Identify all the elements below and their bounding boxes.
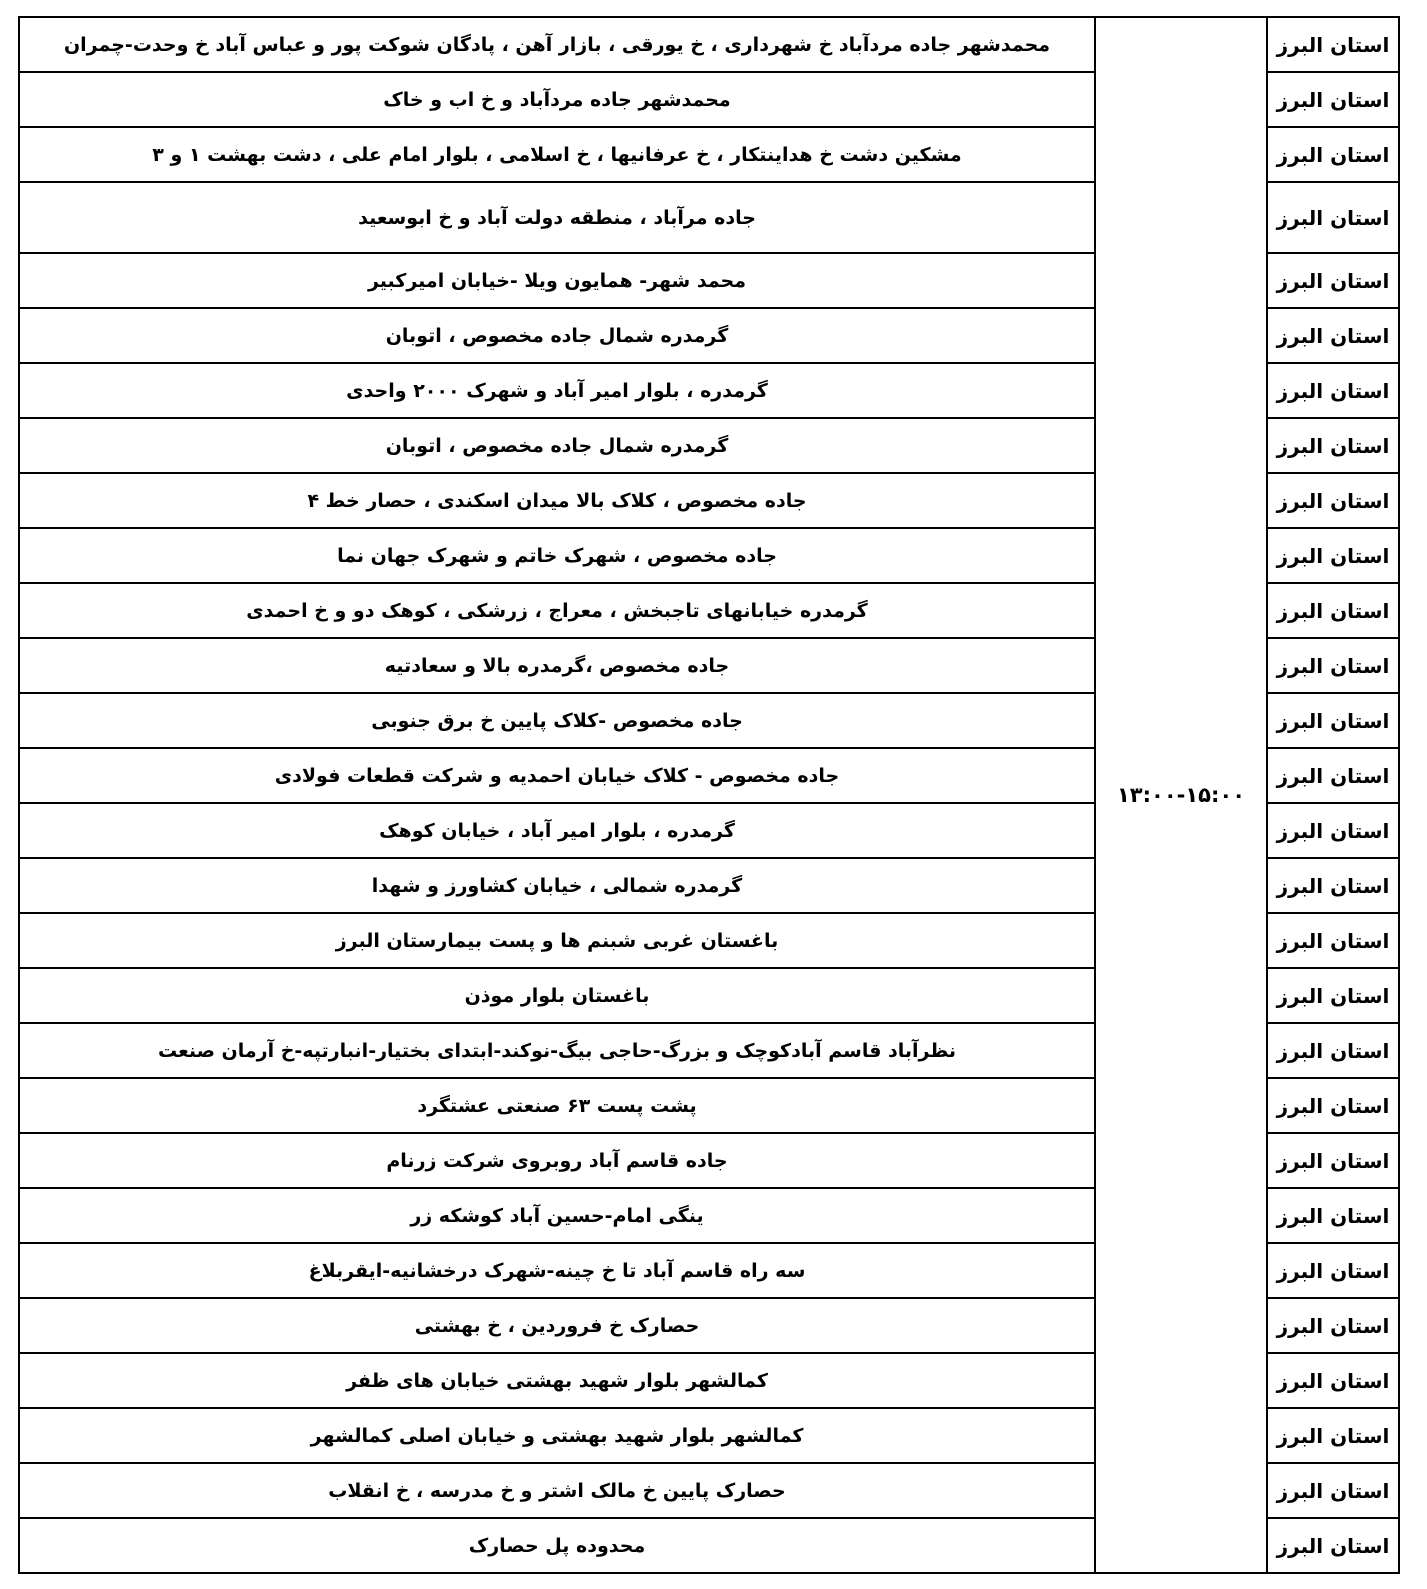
area-cell: گرمدره شمال جاده مخصوص ، اتوبان bbox=[19, 308, 1095, 363]
area-cell: نظرآباد قاسم آبادکوچک و بزرگ-حاجی بیگ-نوکند-ابتدای بختیار-انبارتپه-خ آرمان صنعت bbox=[19, 1023, 1095, 1078]
province-cell: استان البرز bbox=[1267, 1298, 1399, 1353]
outage-time-cell: ۱۳:۰۰-۱۵:۰۰ bbox=[1095, 17, 1267, 1573]
province-cell: استان البرز bbox=[1267, 1243, 1399, 1298]
province-cell: استان البرز bbox=[1267, 638, 1399, 693]
province-cell: استان البرز bbox=[1267, 858, 1399, 913]
area-cell: کمالشهر بلوار شهید بهشتی خیابان های ظفر bbox=[19, 1353, 1095, 1408]
area-cell: جاده مخصوص -کلاک پایین خ برق جنوبی bbox=[19, 693, 1095, 748]
area-cell: گرمدره شمالی ، خیابان کشاورز و شهدا bbox=[19, 858, 1095, 913]
area-cell: حصارک پایین خ مالک اشتر و خ مدرسه ، خ انقلاب bbox=[19, 1463, 1095, 1518]
area-cell: باغستان بلوار موذن bbox=[19, 968, 1095, 1023]
outage-schedule-table bbox=[18, 16, 1400, 1574]
area-cell: باغستان غربی شبنم ها و پست بیمارستان البرز bbox=[19, 913, 1095, 968]
area-cell: گرمدره ، بلوار امیر آباد و شهرک ۲۰۰۰ واحدی bbox=[19, 363, 1095, 418]
area-cell: جاده قاسم آباد روبروی شرکت زرنام bbox=[19, 1133, 1095, 1188]
province-cell: استان البرز bbox=[1267, 418, 1399, 473]
area-cell: جاده مخصوص ، کلاک بالا میدان اسکندی ، حصار خط ۴ bbox=[19, 473, 1095, 528]
province-cell: استان البرز bbox=[1267, 1078, 1399, 1133]
province-cell: استان البرز bbox=[1267, 803, 1399, 858]
province-cell: استان البرز bbox=[1267, 127, 1399, 182]
area-cell: محمد شهر- همایون ویلا -خیابان امیرکبیر bbox=[19, 253, 1095, 308]
province-cell: استان البرز bbox=[1267, 968, 1399, 1023]
table-body bbox=[19, 17, 1399, 1573]
province-cell: استان البرز bbox=[1267, 72, 1399, 127]
area-cell: ینگی امام-حسین آباد کوشکه زر bbox=[19, 1188, 1095, 1243]
area-cell: محدوده پل حصارک bbox=[19, 1518, 1095, 1573]
area-cell: جاده مخصوص - کلاک خیابان احمدیه و شرکت قطعات فولادی bbox=[19, 748, 1095, 803]
area-cell: گرمدره خیابانهای تاجبخش ، معراج ، زرشکی ، کوهک دو و خ احمدی bbox=[19, 583, 1095, 638]
province-cell: استان البرز bbox=[1267, 1133, 1399, 1188]
area-cell: جاده مخصوص ،گرمدره بالا و سعادتیه bbox=[19, 638, 1095, 693]
area-cell: گرمدره ، بلوار امیر آباد ، خیابان کوهک bbox=[19, 803, 1095, 858]
province-cell: استان البرز bbox=[1267, 583, 1399, 638]
province-cell: استان البرز bbox=[1267, 748, 1399, 803]
province-cell: استان البرز bbox=[1267, 1023, 1399, 1078]
province-cell: استان البرز bbox=[1267, 363, 1399, 418]
province-cell: استان البرز bbox=[1267, 1188, 1399, 1243]
area-cell: مشکین دشت خ هداینتکار ، خ عرفانیها ، خ اسلامی ، بلوار امام علی ، دشت بهشت ۱ و ۳ bbox=[19, 127, 1095, 182]
area-cell: جاده مرآباد ، منطقه دولت آباد و خ ابوسعید bbox=[19, 182, 1095, 253]
province-cell: استان البرز bbox=[1267, 913, 1399, 968]
province-cell: استان البرز bbox=[1267, 1518, 1399, 1573]
province-cell: استان البرز bbox=[1267, 17, 1399, 72]
area-cell: پشت پست ۶۳ صنعتی عشتگرد bbox=[19, 1078, 1095, 1133]
province-cell: استان البرز bbox=[1267, 693, 1399, 748]
province-cell: استان البرز bbox=[1267, 1408, 1399, 1463]
area-cell: گرمدره شمال جاده مخصوص ، اتوبان bbox=[19, 418, 1095, 473]
area-cell: حصارک خ فروردین ، خ بهشتی bbox=[19, 1298, 1095, 1353]
area-cell: سه راه قاسم آباد تا خ چینه-شهرک درخشانیه-ایقربلاغ bbox=[19, 1243, 1095, 1298]
province-cell: استان البرز bbox=[1267, 253, 1399, 308]
table-row bbox=[19, 17, 1399, 72]
area-cell: جاده مخصوص ، شهرک خاتم و شهرک جهان نما bbox=[19, 528, 1095, 583]
province-cell: استان البرز bbox=[1267, 182, 1399, 253]
province-cell: استان البرز bbox=[1267, 473, 1399, 528]
outage-table-wrapper bbox=[18, 16, 1400, 1574]
area-cell: محمدشهر جاده مردآباد خ شهرداری ، خ یورقی ، بازار آهن ، پادگان شوکت پور و عباس آباد خ وحدت-چمران bbox=[19, 17, 1095, 72]
area-cell: کمالشهر بلوار شهید بهشتی و خیابان اصلی کمالشهر bbox=[19, 1408, 1095, 1463]
province-cell: استان البرز bbox=[1267, 1353, 1399, 1408]
province-cell: استان البرز bbox=[1267, 1463, 1399, 1518]
province-cell: استان البرز bbox=[1267, 308, 1399, 363]
province-cell: استان البرز bbox=[1267, 528, 1399, 583]
area-cell: محمدشهر جاده مردآباد و خ اب و خاک bbox=[19, 72, 1095, 127]
